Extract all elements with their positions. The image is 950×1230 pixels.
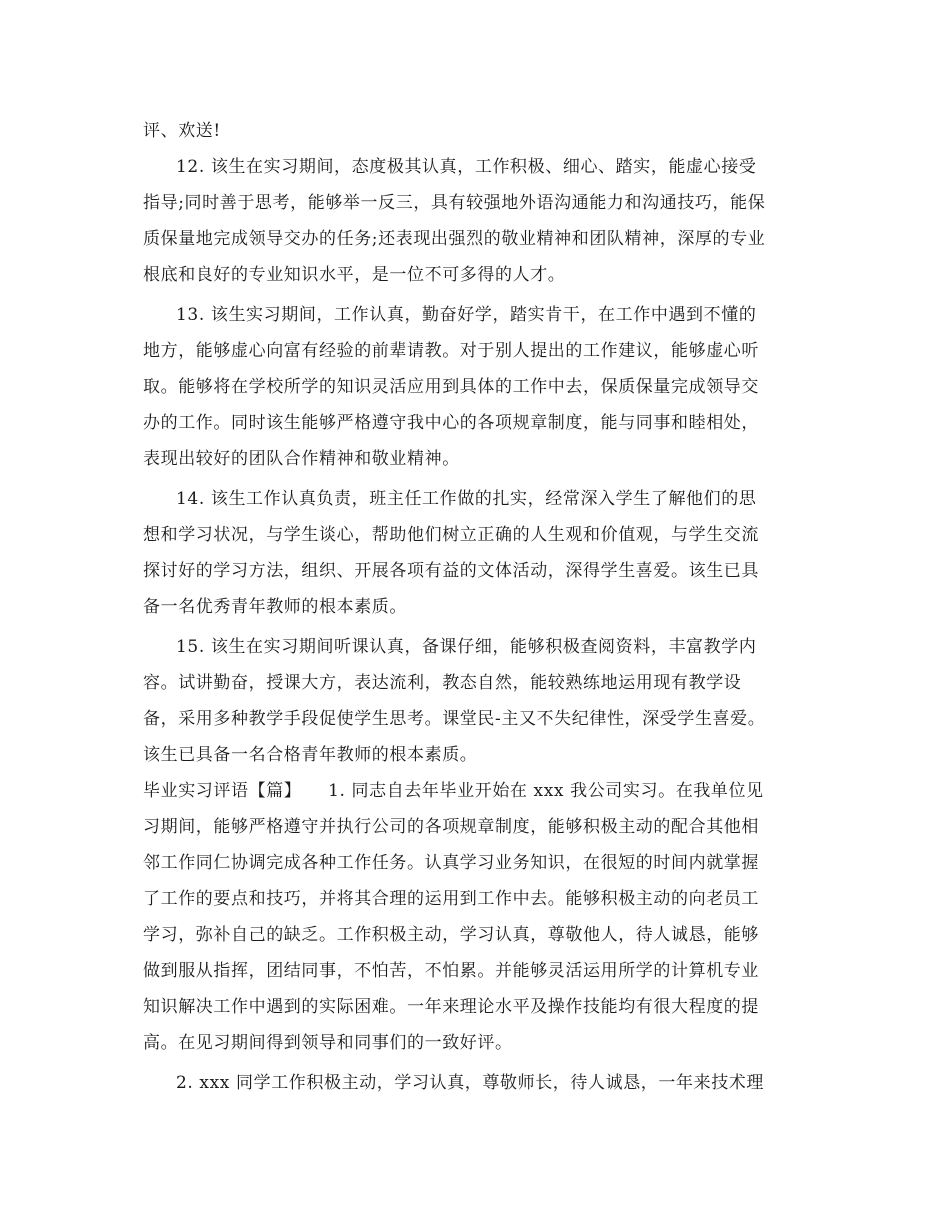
paragraph-15-line-4: 该生已具备一名合格青年教师的根本素质。 <box>143 745 478 765</box>
section-paragraph-1-line-2: 习期间，能够严格遵守并执行公司的各项规章制度，能够积极主动的配合其他相 <box>143 817 759 837</box>
section-heading-line: 毕业实习评语【篇】 1. 同志自去年毕业开始在 xxx 我公司实习。在我单位见 <box>143 781 764 801</box>
paragraph-14-line-1: 14. 该生工作认真负责，班主任工作做的扎实，经常深入学生了解他们的思 <box>176 489 757 509</box>
text-line-1: 评、欢送! <box>143 121 221 141</box>
paragraph-12-line-4: 根底和良好的专业知识水平，是一位不可多得的人才。 <box>143 265 566 285</box>
section-paragraph-1-line-8: 高。在见习期间得到领导和同事们的一致好评。 <box>143 1033 513 1053</box>
paragraph-13-line-4: 办的工作。同时该生能够严格遵守我中心的各项规章制度，能与同事和睦相处， <box>143 413 759 433</box>
section-paragraph-1-line-6: 做到服从指挥，团结同事，不怕苦，不怕累。并能够灵活运用所学的计算机专业 <box>143 961 759 981</box>
paragraph-13-line-5: 表现出较好的团队合作精神和敬业精神。 <box>143 449 460 469</box>
section-paragraph-1-line-7: 知识解决工作中遇到的实际困难。一年来理论水平及操作技能均有很大程度的提 <box>143 997 759 1017</box>
paragraph-13-line-3: 取。能够将在学校所学的知识灵活应用到具体的工作中去，保质保量完成领导交 <box>143 377 759 397</box>
paragraph-14-line-2: 想和学习状况，与学生谈心，帮助他们树立正确的人生观和价值观，与学生交流 <box>143 525 759 545</box>
section-paragraph-1-line-4: 了工作的要点和技巧，并将其合理的运用到工作中去。能够积极主动的向老员工 <box>143 889 759 909</box>
section-paragraph-1-line-5: 学习，弥补自己的缺乏。工作积极主动，学习认真，尊敬他人，待人诚恳，能够 <box>143 925 759 945</box>
section-paragraph-1-line-3: 邻工作同仁协调完成各种工作任务。认真学习业务知识，在很短的时间内就掌握 <box>143 853 759 873</box>
paragraph-13-line-2: 地方，能够虚心向富有经验的前辈请教。对于别人提出的工作建议，能够虚心听 <box>143 341 759 361</box>
paragraph-15-line-2: 容。试讲勤奋，授课大方，表达流利，教态自然，能较熟练地运用现有教学设 <box>143 673 742 693</box>
paragraph-15-line-3: 备，采用多种教学手段促使学生思考。课堂民-主又不失纪律性，深受学生喜爱。 <box>143 709 766 729</box>
paragraph-14-line-3: 探讨好的学习方法，组织、开展各项有益的文体活动，深得学生喜爱。该生已具 <box>143 561 759 581</box>
paragraph-15-line-1: 15. 该生在实习期间听课认真，备课仔细，能够积极查阅资料，丰富教学内 <box>176 637 757 657</box>
paragraph-12-line-1: 12. 该生在实习期间，态度极其认真，工作积极、细心、踏实，能虚心接受 <box>176 157 757 177</box>
paragraph-12-line-2: 指导;同时善于思考，能够举一反三，具有较强地外语沟通能力和沟通技巧，能保 <box>143 193 766 213</box>
paragraph-12-line-3: 质保量地完成领导交办的任务;还表现出强烈的敬业精神和团队精神，深厚的专业 <box>143 229 766 249</box>
section-paragraph-2-line-1: 2. xxx 同学工作积极主动，学习认真，尊敬师长，待人诚恳，一年来技术理 <box>176 1073 764 1093</box>
paragraph-13-line-1: 13. 该生实习期间，工作认真，勤奋好学，踏实肯干，在工作中遇到不懂的 <box>176 305 757 325</box>
paragraph-14-line-4: 备一名优秀青年教师的根本素质。 <box>143 597 407 617</box>
